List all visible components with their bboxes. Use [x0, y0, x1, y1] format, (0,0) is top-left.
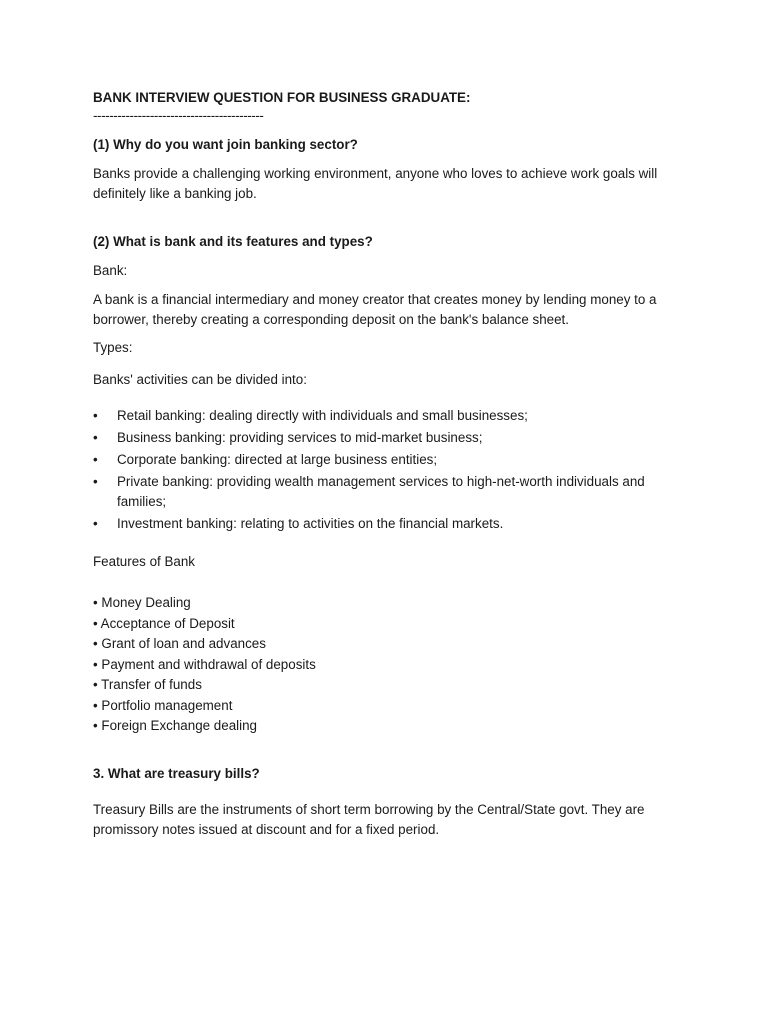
- bullet-icon: •: [93, 516, 98, 531]
- bullet-icon: •: [93, 474, 98, 489]
- bullet-icon: •: [93, 430, 98, 445]
- list-item: • Payment and withdrawal of deposits: [93, 656, 316, 672]
- list-item: • Portfolio management: [93, 697, 233, 713]
- list-item: • Private banking: providing wealth management services to high-net-worth individuals and families;: [93, 474, 645, 509]
- bullet-icon: •: [93, 408, 98, 423]
- bank-types-list: [93, 406, 683, 536]
- list-item: • Foreign Exchange dealing: [93, 718, 257, 733]
- list-item: • Corporate banking: directed at large business entities;: [93, 450, 683, 470]
- list-item: • Money Dealing: [93, 595, 191, 610]
- features-label: Features of Bank: [93, 554, 195, 569]
- bank-definition: A bank is a financial intermediary and money creator that creates money by lending money to a borrower, thereby creating a corresponding deposit on the bank's balance sheet.: [93, 292, 657, 327]
- document-title: BANK INTERVIEW QUESTION FOR BUSINESS GRADUATE:: [93, 90, 471, 105]
- list-item: • Transfer of funds: [93, 677, 202, 692]
- types-intro: Banks' activities can be divided into:: [93, 372, 307, 387]
- question-3: 3. What are treasury bills?: [93, 766, 260, 781]
- list-item: • Grant of loan and advances: [93, 636, 266, 651]
- types-label: Types:: [93, 340, 133, 355]
- list-item: • Business banking: providing services to mid-market business;: [93, 428, 683, 448]
- bank-features-list: [93, 593, 683, 737]
- answer-1: Banks provide a challenging working environment, anyone who loves to achieve work goals will definitely like a banking job.: [93, 166, 658, 201]
- bullet-icon: •: [93, 452, 98, 467]
- list-item: • Investment banking: relating to activities on the financial markets.: [93, 514, 683, 534]
- question-1: (1) Why do you want join banking sector?: [93, 137, 358, 152]
- list-item: • Retail banking: dealing directly with individuals and small businesses;: [93, 406, 683, 426]
- title-separator: ------------------------------------------: [93, 109, 264, 123]
- answer-3: Treasury Bills are the instruments of short term borrowing by the Central/State govt. They are promissory notes issued at discount and for a fixed period.: [93, 802, 645, 837]
- question-2: (2) What is bank and its features and types?: [93, 234, 373, 249]
- list-item: • Acceptance of Deposit: [93, 615, 235, 631]
- bank-label: Bank:: [93, 263, 128, 278]
